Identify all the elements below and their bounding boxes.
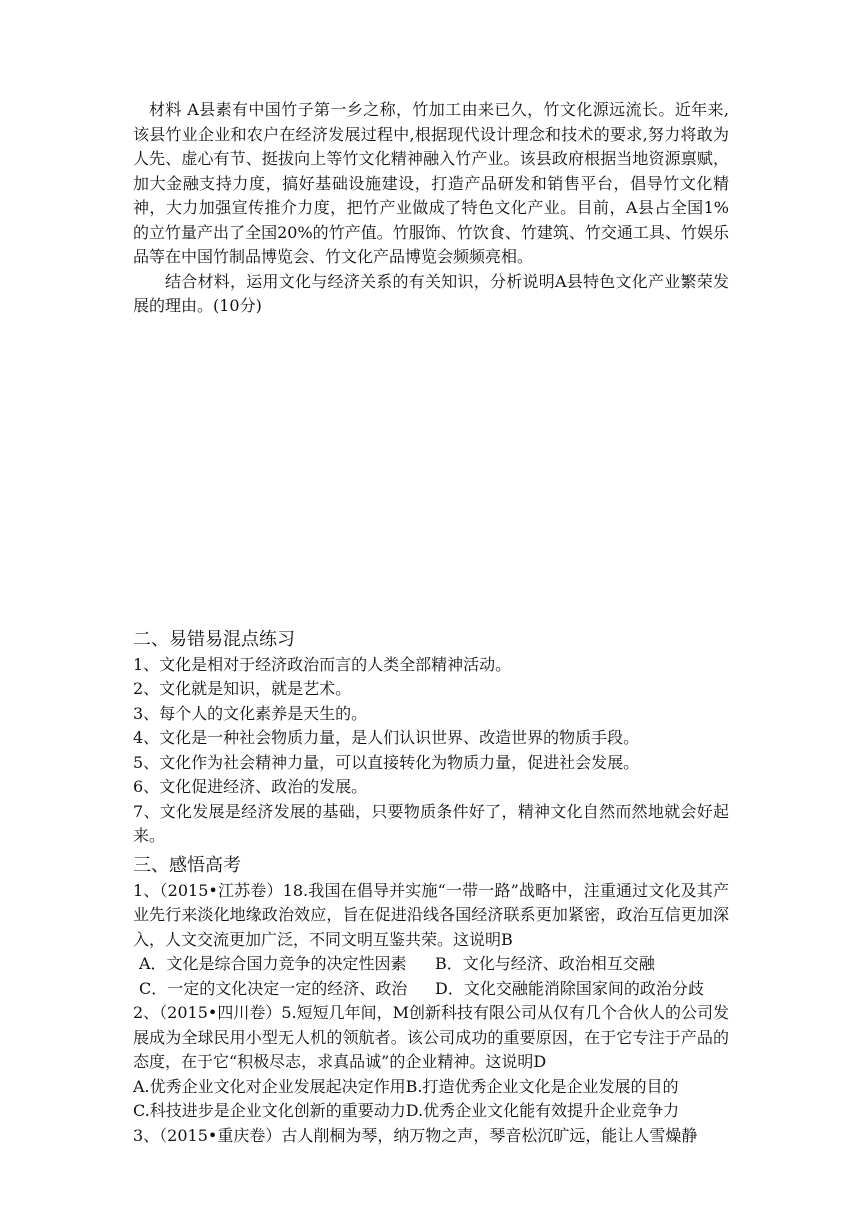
q1-option-a: A．文化是综合国力竞争的决定性因素	[139, 954, 407, 973]
q2-stem: 2、（2015•四川卷）5.短短几年间，M创新科技有限公司从仅有几个合伙人的公司发展成为全球民用小型无人机的领航者。该公司成功的重要原因，在于它专注于产品的态度，在于它“积极尽志，求真品诚”的企业精神。这说明D	[133, 1003, 729, 1071]
q2-options-row-1	[133, 1075, 729, 1100]
q2-option-c: C.科技进步是企业文化创新的重要动力	[133, 1101, 406, 1120]
q2-options-row-2	[133, 1099, 729, 1124]
q2-option-a: A.优秀企业文化对企业发展起决定作用	[133, 1076, 406, 1096]
q1-options-row-2	[133, 977, 729, 1002]
section2-item-5: 5、文化作为社会精神力量，可以直接转化为物质力量，促进社会发展。	[133, 752, 640, 772]
section2-item-1: 1、文化是相对于经济政治而言的人类全部精神活动。	[133, 654, 512, 674]
section2-item-4: 4、文化是一种社会物质力量，是人们认识世界、改造世界的物质手段。	[133, 728, 640, 747]
answer-space	[133, 319, 729, 623]
section2-title: 二、易错易混点练习	[133, 628, 295, 650]
material-paragraph: 材料 A县素有中国竹子第一乡之称，竹加工由来已久，竹文化源远流长。近年来,该县竹业企业和农户在经济发展过程中,根据现代设计理念和技术的要求,努力将敢为人先、虚心有节、挺拔向上等竹文化精神融入竹产业。该县政府根据当地资源禀赋，加大金融支持力度，搞好基础设施建设，打造产品研发和销售平台，倡导竹文化精神，大力加强宣传推介力度，把竹产业做成了特色文化产业。目前，A县占全国1%的立竹量产出了全国20%的竹产值。竹服饰、竹饮食、竹建筑、竹交通工具、竹娱乐品等在中国竹制品博览会、竹文化产品博览会频频亮相。	[133, 100, 729, 266]
q2-option-b: B.打造优秀企业文化是企业发展的目的	[405, 1076, 679, 1096]
q2-option-d: D.优秀企业文化能有效提升企业竞争力	[405, 1101, 680, 1120]
section3-title: 三、感悟高考	[133, 854, 241, 876]
document-page	[133, 98, 729, 1148]
section2-item-6: 6、文化促进经济、政治的发展。	[133, 777, 368, 796]
q1-option-d: D．文化交融能消除国家间的政治分歧	[435, 978, 704, 998]
q1-option-c: C．一定的文化决定一定的经济、政治	[139, 978, 408, 998]
section2-item-7: 7、文化发展是经济发展的基础，只要物质条件好了，精神文化自然而然地就会好起来。	[133, 801, 729, 845]
q1-stem: 1、（2015•江苏卷）18.我国在倡导并实施“一带一路”战略中，注重通过文化及其产业先行来淡化地缘政治效应，旨在促进沿线各国经济联系更加紧密，政治互信更加深入，人文交流更加广泛，不同文明互鉴共荣。这说明B	[133, 880, 729, 949]
section2-item-2: 2、文化就是知识，就是艺术。	[133, 679, 352, 698]
q1-option-b: B．文化与经济、政治相互交融	[435, 954, 655, 973]
material-question: 结合材料，运用文化与经济关系的有关知识，分析说明A县特色文化产业繁荣发展的理由。(10分)	[133, 271, 729, 315]
q1-options-row-1	[133, 952, 729, 977]
q3-stem: 3、（2015•重庆卷）古人削桐为琴，纳万物之声，琴音松沉旷远，能让人雪燥静	[133, 1125, 698, 1145]
section2-item-3: 3、每个人的文化素养是天生的。	[133, 703, 368, 723]
